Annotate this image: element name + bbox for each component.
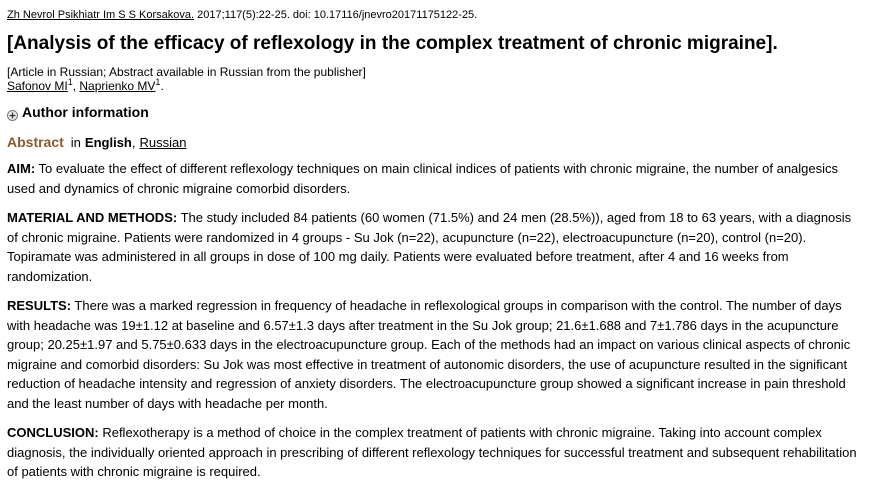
author-link[interactable]: Safonov MI	[7, 79, 68, 93]
author-list-end: .	[160, 79, 164, 93]
section-label: AIM:	[7, 161, 36, 176]
citation-line	[7, 8, 866, 22]
author-information-label: Author information	[22, 104, 149, 120]
abstract-in-label: in	[70, 135, 81, 150]
section-label: RESULTS:	[7, 298, 72, 313]
article-title: [Analysis of the efficacy of reflexology in the complex treatment of chronic migraine].	[7, 33, 778, 54]
abstract-section-results	[7, 296, 859, 413]
author-separator: ,	[72, 79, 80, 93]
abstract-current-language: English	[84, 135, 132, 150]
abstract-section-aim	[7, 159, 859, 198]
journal-link[interactable]: Zh Nevrol Psikhiatr Im S S Korsakova.	[7, 9, 195, 21]
author-list	[7, 79, 866, 94]
abstract-language-russian-link[interactable]: Russian	[139, 135, 187, 150]
section-text: To evaluate the effect of different reflexology techniques on main clinical indices of patients with chronic migraine, the number of analgesics used and dynamics of chronic migraine comorbid disorders.	[7, 161, 839, 196]
section-label: MATERIAL AND METHODS:	[7, 210, 178, 225]
citation-details: 2017;117(5):22-25. doi: 10.17116/jnevro20171175122-25.	[194, 9, 478, 21]
article-language-note: [Article in Russian; Abstract available in Russian from the publisher]	[7, 65, 366, 79]
abstract-label: Abstract	[7, 134, 64, 150]
abstract-section-conclusion	[7, 423, 859, 482]
section-text: The study included 84 patients (60 women (71.5%) and 24 men (28.5%)), aged from 18 to 63 years, with a diagnosis of chronic migraine. Patients were randomized in 4 groups - Su Jok (n=22), acupuncture (n=22), electroacupuncture (n=20), control (n=20). Topiramate was administered in all groups in dose of 100 mg daily. Patients were evaluated before treatment, after 4 and 16 weeks from randomization.	[7, 210, 852, 284]
author-information-toggle[interactable]	[7, 103, 149, 121]
section-label: CONCLUSION:	[7, 425, 99, 440]
section-text: There was a marked regression in frequency of headache in reflexological groups in comparison with the control. The number of days with headache was 19±1.12 at baseline and 6.57±1.3 days after treatment in the Su Jok group; 21.6±1.688 and 7±1.786 days in the acupuncture group; 20.25±1.97 and 5.75±0.633 days in the electroacupuncture group. Each of the methods had an impact on various clinical aspects of chronic migraine and comorbid disorders: Su Jok was most effective in treatment of autonomic disorders, the use of acupuncture resulted in the significant reduction of headache intensity and regression of anxiety disorders. The electroacupuncture group showed a significant increase in pain threshold and the least number of days with headache per month.	[7, 298, 851, 411]
plus-circle-icon	[7, 107, 18, 118]
abstract-header	[7, 134, 866, 151]
language-separator: ,	[131, 135, 136, 150]
author-affiliation: 1	[67, 77, 73, 87]
author-link[interactable]: Naprienko MV	[79, 79, 156, 93]
section-text: Reflexotherapy is a method of choice in the complex treatment of patients with chronic migraine. Taking into account complex diagnosis, the individually oriented approach in prescribing of different reflexology techniques for successful treatment and subsequent rehabilitation of patients with chronic migraine is required.	[7, 425, 857, 479]
author-affiliation: 1	[155, 77, 161, 87]
abstract-section-methods	[7, 208, 859, 286]
